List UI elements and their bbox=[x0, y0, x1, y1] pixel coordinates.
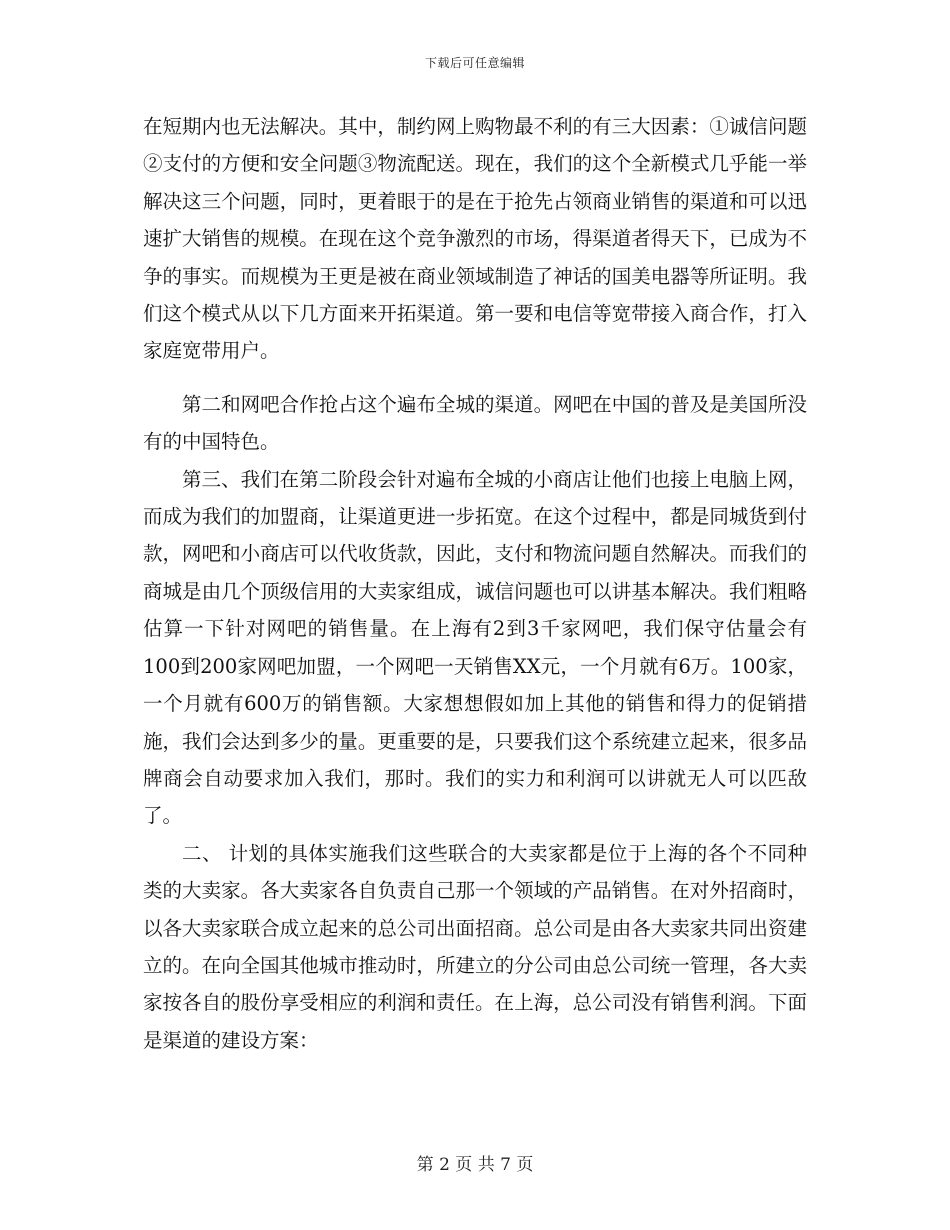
paragraph-channel-intro: 在短期内也无法解决。其中，制约网上购物最不利的有三大因素：①诚信问题②支付的方便和安全问题③物流配送。现在，我们的这个全新模式几乎能一举解决这三个问题，同时，更着眼于的是在于抢先占领商业销售的渠道和可以迅速扩大销售的规模。在现在这个竞争激烈的市场，得渠道者得天下，已成为不争的事实。而规模为王更是被在商业领域制造了神话的国美电器等所证明。我们这个模式从以下几方面来开拓渠道。第一要和电信等宽带接入商合作，打入家庭宽带用户。 bbox=[143, 115, 807, 363]
paragraph-implementation-plan: 二、 计划的具体实施我们这些联合的大卖家都是位于上海的各个不同种类的大卖家。各大卖家各自负责自己那一个领域的产品销售。在对外招商时，以各大卖家联合成立起来的总公司出面招商。总公司是由各大卖家共同出资建立的。在向全国其他城市推动时，所建立的分公司由总公司统一管理，各大卖家按各自的股份享受相应的利润和责任。在上海，总公司没有销售利润。下面是渠道的建设方案： bbox=[143, 841, 807, 1052]
page-number-footer: 第 2 页 共 7 页 bbox=[416, 1155, 534, 1175]
paragraph-internet-cafe: 第二和网吧合作抢占这个遍布全城的渠道。网吧在中国的普及是美国所没有的中国特色。 bbox=[143, 392, 807, 454]
document-body bbox=[143, 108, 807, 1059]
page-header-note: 下载后可任意编辑 bbox=[424, 56, 525, 70]
paragraph-small-shops: 第三、我们在第二阶段会针对遍布全城的小商店让他们也接上电脑上网，而成为我们的加盟商，让渠道更进一步拓宽。在这个过程中，都是同城货到付款，网吧和小商店可以代收货款，因此，支付和物流问题自然解决。而我们的商城是由几个顶级信用的大卖家组成，诚信问题也可以讲基本解决。我们粗略估算一下针对网吧的销售量。在上海有2到3千家网吧，我们保守估量会有100到200家网吧加盟，一个网吧一天销售XX元，一个月就有6万。100家，一个月就有600万的销售额。大家想想假如加上其他的销售和得力的促销措施，我们会达到多少的量。更重要的是，只要我们这个系统建立起来，很多品牌商会自动要求加入我们，那时。我们的实力和利润可以讲就无人可以匹敌了。 bbox=[143, 467, 807, 828]
